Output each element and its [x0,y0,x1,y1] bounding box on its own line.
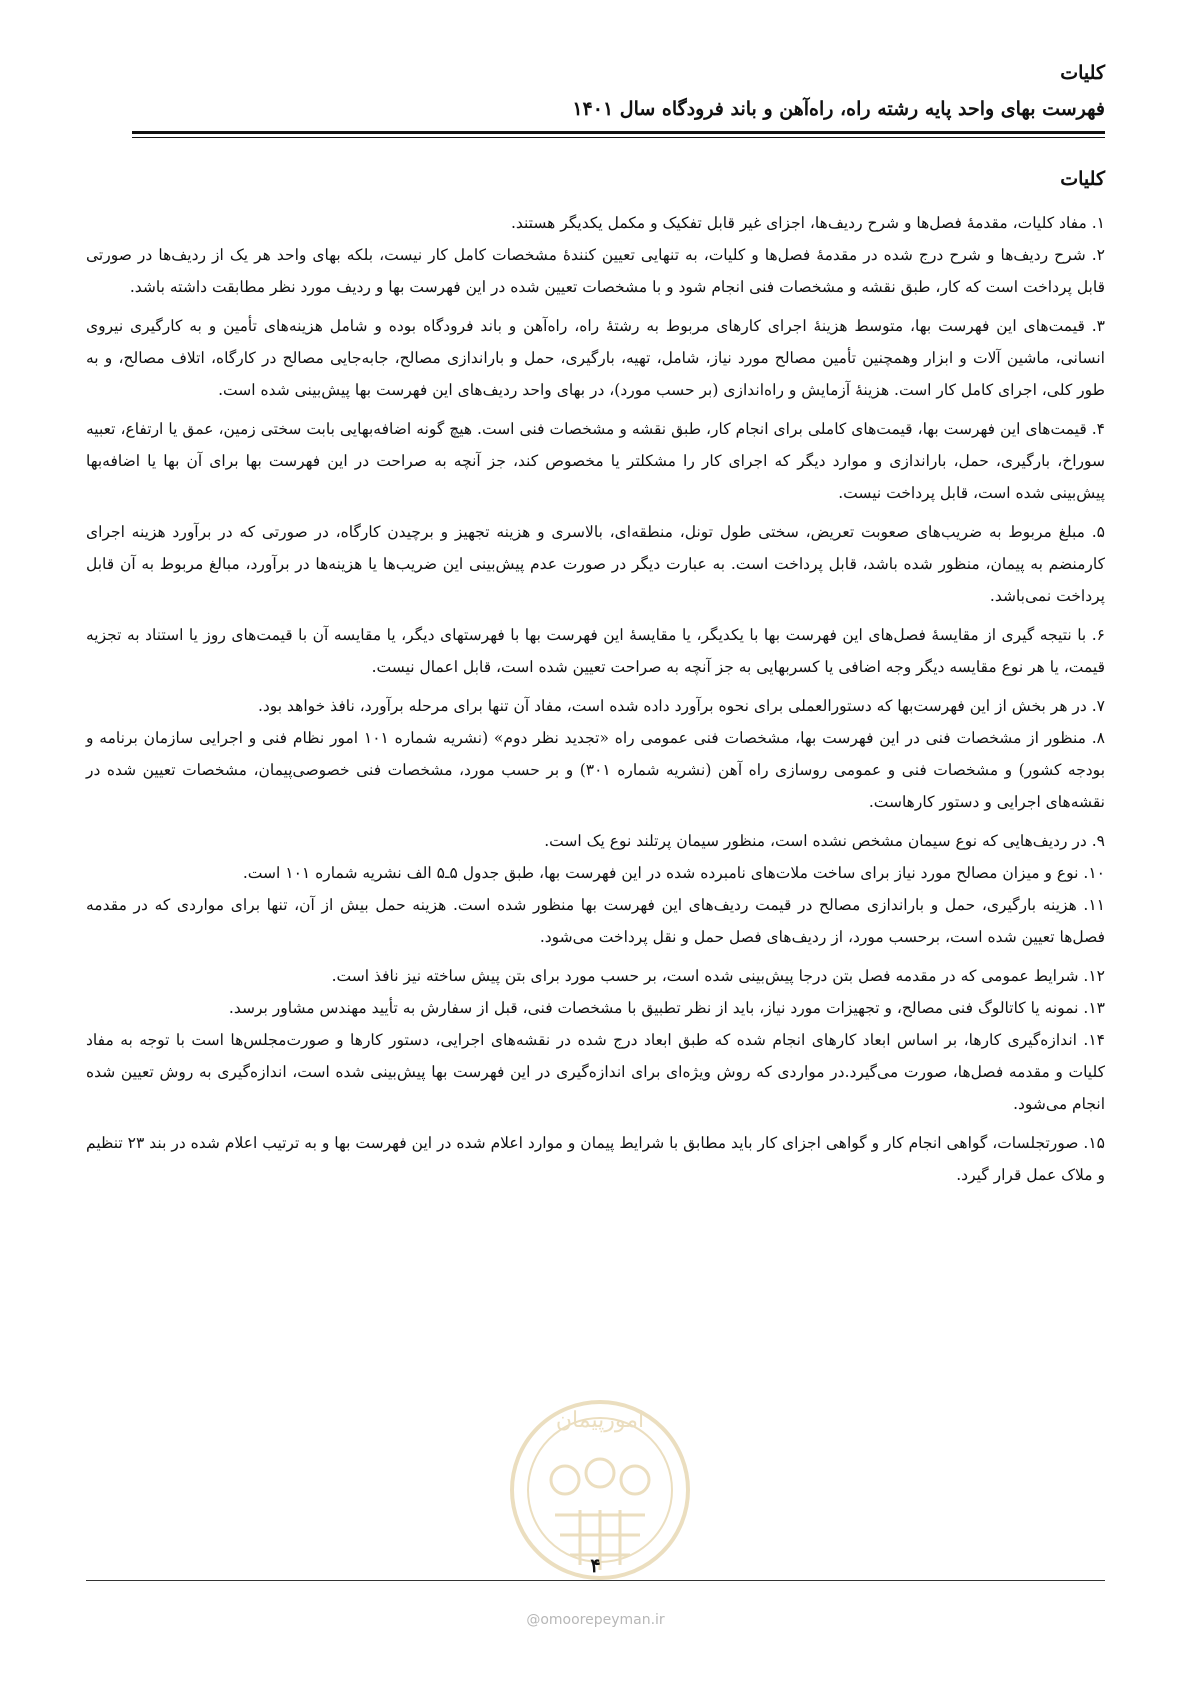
paragraph: ۳. قیمت‌های این فهرست بها، متوسط هزینهٔ اجرای کارهای مربوط به رشتهٔ راه، راه‌آهن و باند فرودگاه بوده و شامل هزینه‌های تأمین و به کارگیری نیروی انسانی، ماشین آلات و ابزار وهمچنین تأمین مصالح مورد نیاز، شامل، تهیه، بارگیری، حمل و باراندازی مصالح، جابه‌جایی مصالح در کارگاه، اتلاف مصالح، و به طور کلی، اجرای کامل کار است. هزینهٔ آزمایش و راه‌اندازی (بر حسب مورد)، در بهای واحد ردیف‌های این فهرست بها پیش‌بینی شده است. [86,317,1105,399]
paragraph: ۱۰. نوع و میزان مصالح مورد نیاز برای ساخت ملات‌های نامبرده شده در این فهرست بها، طبق جدول ۵ـ۵ الف نشریه شماره ۱۰۱ است. [242,864,1105,882]
header-subtitle: فهرست بهای واحد پایه رشته راه، راه‌آهن و باند فرودگاه سال ۱۴۰۱ [572,98,1105,120]
paragraph: ۹. در ردیف‌هایی که نوع سیمان مشخص نشده است، منظور سیمان پرتلند نوع یک است. [544,832,1105,850]
section-title: کلیات [1060,168,1105,190]
footer-rule [86,1580,1105,1581]
paragraph: ۱۱. هزینه بارگیری، حمل و باراندازی مصالح در قیمت ردیف‌های این فهرست بها منظور شده است. هزینه حمل بیش از آن، تنها برای مواردی که در مقدمه فصل‌ها تعیین شده است، برحسب مورد، از ردیف‌های فصل حمل و نقل پرداخت می‌شود. [86,896,1105,946]
paragraph: ۵. مبلغ مربوط به ضریب‌های صعوبت تعریض، سختی طول تونل، منطقه‌ای، بالاسری و هزینه تجهیز و برچیدن کارگاه، در صورتی که در برآورد هزینه اجرای کارمنضم به پیمان، منظور شده باشد، قابل پرداخت است. به عبارت دیگر در صورت عدم پیش‌بینی این ضریب‌ها یا هزینه‌ها در برآورد، مبالغ مربوط به آن قابل پرداخت نمی‌باشد. [86,523,1105,605]
header-title: کلیات [1060,62,1105,84]
header-rule-thin [132,137,1105,138]
website-watermark: @omoorepeyman.ir [526,1612,665,1628]
paragraph: ۱. مفاد کلیات، مقدمهٔ فصل‌ها و شرح ردیف‌ها، اجزای غیر قابل تفکیک و مکمل یکدیگر هستند. [510,214,1105,232]
paragraph: ۱۵. صورتجلسات، گواهی انجام کار و گواهی اجزای کار باید مطابق با شرایط پیمان و موارد اعلام شده در این فهرست بها و به ترتیب اعلام شده در بند ۲۳ تنظیم و ملاک عمل قرار گیرد. [86,1134,1105,1184]
paragraph: ۲. شرح ردیف‌ها و شرح درج شده در مقدمهٔ فصل‌ها و کلیات، به تنهایی تعیین کنندهٔ مشخصات کامل کار نیست، بلکه بهای واحد هر یک از ردیف‌ها در صورتی قابل پرداخت است که کار، طبق نقشه و مشخصات فنی انجام شود و با مشخصات تعیین شده در این فهرست بها و ردیف مورد نظر مطابقت داشته باشد. [86,246,1105,296]
paragraph: ۴. قیمت‌های این فهرست بها، قیمت‌های کاملی برای انجام کار، طبق نقشه و مشخصات فنی است. هیچ گونه اضافه‌بهایی بابت سختی زمین، عمق یا ارتفاع، تعبیه سوراخ، بارگیری، حمل، باراندازی و موارد دیگر که اجرای کار را مشکلتر یا مخصوص کند، جز آنچه به صراحت در این فهرست بها برای آن بها یا اضافه‌بها پیش‌بینی شده است، قابل پرداخت نیست. [86,420,1105,502]
paragraph: ۱۴. اندازه‌گیری کارها، بر اساس ابعاد کارهای انجام شده که طبق ابعاد درج شده در نقشه‌های اجرایی، دستور کارها و صورت‌مجلس‌ها است با توجه به مفاد کلیات و مقدمه فصل‌ها، صورت می‌گیرد.در مواردی که روش ویژه‌ای برای اندازه‌گیری در این فهرست بها پیش‌بینی شده است، اندازه‌گیری به روش تعیین شده انجام می‌شود. [86,1031,1105,1113]
paragraph: ۷. در هر بخش از این فهرست‌بها که دستورالعملی برای نحوه برآورد داده شده است، مفاد آن تنها برای مرحله برآورد، نافذ خواهد بود. [257,697,1105,715]
watermark-text: امورپیمان [555,1408,645,1433]
paragraph: ۱۳. نمونه یا کاتالوگ فنی مصالح، و تجهیزات مورد نیاز، باید از نظر تطبیق با مشخصات فنی، قبل از سفارش به تأیید مهندس مشاور برسد. [228,999,1105,1017]
paragraph: ۱۲. شرایط عمومی که در مقدمه فصل بتن درجا پیش‌بینی شده است، بر حسب مورد برای بتن پیش ساخته نیز نافذ است. [331,967,1105,985]
paragraph: ۶. با نتیجه گیری از مقایسهٔ فصل‌های این فهرست بها با یکدیگر، یا مقایسهٔ این فهرست بها با فهرستهای دیگر، یا مقایسه آن با قیمت‌های روز یا استناد به تجزیه قیمت، یا هر نوع مقایسه دیگر وجه اضافی یا کسربهایی به جز آنچه به صراحت تعیین شده است، قابل اعمال نیست. [86,626,1105,676]
document-body [86,207,1105,1198]
header-rule-thick [132,131,1105,134]
paragraph: ۸. منظور از مشخصات فنی در این فهرست بها، مشخصات فنی عمومی راه «تجدید نظر دوم» (نشریه شماره ۱۰۱ امور نظام فنی و اجرایی سازمان برنامه و بودجه کشور) و مشخصات فنی و عمومی روسازی راه آهن (نشریه شماره ۳۰۱) و بر حسب مورد، مشخصات فنی خصوصی‌پیمان، مشخصات تعیین شده در نقشه‌های اجرایی و دستور کارهاست. [86,729,1106,811]
page-number: ۴ [590,1555,601,1577]
